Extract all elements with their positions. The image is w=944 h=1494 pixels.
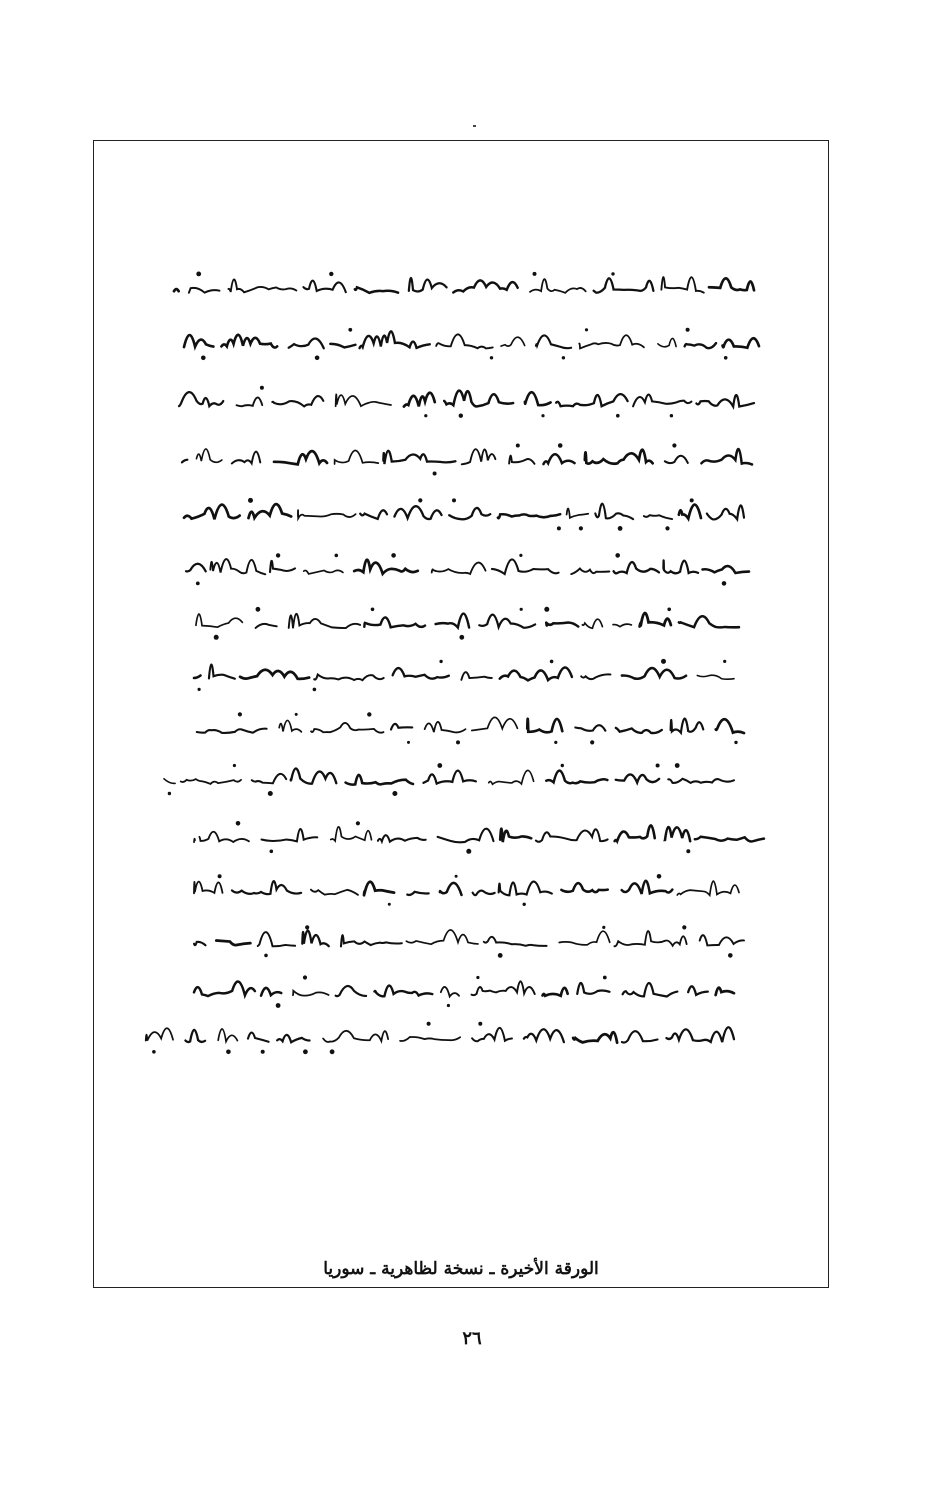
handwriting-stroke [472,1028,512,1041]
handwriting-stroke [210,559,265,574]
handwriting-dot [661,659,666,664]
handwriting-stroke [527,719,562,733]
handwriting-dot [226,1050,231,1055]
handwriting-dot [562,356,565,359]
handwriting-dot [686,849,690,853]
handwriting-stroke [671,719,704,733]
scan-speck [473,125,476,127]
handwriting-stroke [394,506,441,519]
handwriting-stroke [174,289,179,291]
handwriting-dot [665,526,669,530]
handwriting-stroke [661,277,703,293]
handwriting-stroke [179,392,223,406]
handwriting-dot [459,414,463,418]
handwriting-dot [728,953,733,958]
handwriting-stroke [556,394,627,406]
handwriting-stroke [194,942,206,945]
handwriting-stroke [614,931,686,946]
handwriting-dot [519,554,522,557]
handwriting-dot [276,553,280,557]
handwriting-dot [579,526,583,530]
handwriting-stroke [364,617,425,627]
handwriting-dot [478,1022,482,1026]
handwriting-stroke [492,559,559,574]
handwriting-dot [520,608,523,611]
handwriting-stroke [146,1028,173,1040]
handwriting-stroke [360,510,387,519]
handwriting-stroke [509,456,534,464]
handwriting-dot [218,874,222,878]
handwriting-dot [196,582,200,586]
handwriting-stroke [323,1031,388,1042]
handwriting-dot [590,740,594,744]
handwriting-stroke [252,774,286,783]
handwriting-stroke [441,987,459,997]
handwriting-stroke [196,449,221,462]
handwriting-stroke [261,829,317,841]
handwriting-stroke [582,619,602,628]
handwriting-stroke [453,280,517,292]
handwriting-stroke [261,988,281,996]
handwriting-stroke [221,335,277,348]
handwriting-stroke [182,460,187,463]
handwriting-dot [233,764,236,767]
handwriting-stroke [194,839,195,842]
handwriting-stroke [644,515,672,519]
handwriting-dot [611,272,614,275]
handwriting-dot [672,443,676,447]
handwriting-stroke [228,279,296,292]
handwriting-dot [466,849,471,854]
handwriting-stroke [400,1037,460,1041]
handwriting-stroke [302,931,328,947]
handwriting-stroke [279,720,301,731]
handwriting-stroke [561,883,607,892]
handwriting-stroke [701,449,752,464]
handwriting-stroke [331,827,372,841]
handwriting-stroke [543,454,574,464]
handwriting-stroke [472,717,518,730]
handwriting-dot [391,553,396,558]
handwriting-dot [433,472,437,476]
handwriting-stroke [311,723,383,733]
handwriting-stroke [665,456,688,463]
handwriting-dot [367,712,371,716]
handwriting-stroke [536,335,571,348]
handwriting-dot [447,1004,450,1007]
handwriting-dot [427,1022,431,1026]
handwriting-stroke [501,337,525,346]
handwriting-stroke [688,986,708,995]
handwriting-dot [201,356,206,361]
handwriting-stroke [209,665,235,679]
handwriting-stroke [354,560,418,574]
handwriting-stroke [289,614,360,628]
handwriting-stroke [703,566,749,573]
handwriting-stroke [218,1029,237,1042]
handwriting-stroke [472,981,535,995]
handwriting-stroke [274,451,327,464]
handwriting-dot [261,1050,265,1054]
handwriting-stroke [679,505,701,519]
handwriting-dot [516,444,520,448]
handwriting-stroke [697,675,734,679]
handwriting-stroke [479,615,535,628]
handwriting-stroke [304,570,343,574]
handwriting-stroke [614,562,659,573]
handwriting-stroke [216,941,250,946]
handwriting-dot [371,608,375,612]
handwriting-stroke [543,988,568,996]
handwriting-stroke [461,672,491,680]
handwriting-stroke [194,675,200,677]
handwriting-stroke [473,891,495,896]
handwriting-dot [656,764,660,768]
handwriting-dot [541,414,544,417]
handwriting-dot [557,526,561,530]
handwriting-stroke [314,675,383,681]
handwriting-dot [305,925,309,929]
handwriting-dot [618,526,623,531]
handwriting-stroke [189,288,220,293]
handwriting-dot [424,414,427,417]
handwriting-stroke [500,829,531,842]
handwriting-stroke [573,1032,617,1042]
handwriting-stroke [567,509,589,518]
handwriting-dot [476,976,479,979]
handwriting-stroke [240,670,309,679]
handwriting-stroke [199,832,249,842]
handwriting-stroke [616,728,662,733]
handwriting-stroke [303,281,345,293]
handwriting-dot [657,874,662,879]
handwriting-stroke [696,395,754,407]
handwriting-stroke [613,624,631,627]
handwriting-stroke [194,982,255,997]
handwriting-dot [585,328,588,331]
handwriting-stroke [615,825,655,841]
handwriting-stroke [525,392,551,405]
handwriting-dot [439,660,442,663]
handwriting-stroke [355,287,398,292]
handwriting-stroke [248,1033,269,1042]
handwriting-stroke [293,991,329,996]
handwriting-stroke [444,391,513,407]
handwriting-stroke [577,983,609,994]
handwriting-stroke [499,882,552,896]
handwriting-stroke [383,451,455,464]
handwriting-dot [270,850,274,854]
handwriting-stroke [489,770,534,784]
handwriting-stroke [707,505,744,519]
handwriting-stroke [277,1035,309,1042]
handwriting-dot [602,926,605,929]
handwriting-dot [603,976,607,980]
handwriting-stroke [335,450,379,464]
handwriting-stroke [330,344,355,348]
handwriting-stroke [232,452,260,464]
handwriting-stroke [186,564,206,572]
handwriting-dot [544,607,549,612]
handwriting-stroke [360,331,430,348]
handwriting-stroke [658,338,676,346]
handwriting-dot [682,925,686,929]
handwriting-stroke [633,395,691,407]
handwriting-stroke [336,394,391,406]
handwriting-stroke [484,937,547,946]
handwriting-stroke [378,835,426,842]
handwriting-stroke [258,932,295,946]
handwriting-stroke [185,1030,205,1042]
handwriting-stroke [546,771,607,784]
handwriting-stroke [346,775,413,785]
handwriting-stroke [462,449,496,464]
handwriting-stroke [594,278,654,292]
handwriting-stroke [440,883,462,895]
handwriting-dot [238,712,242,716]
handwriting-dot [236,821,241,826]
handwriting-dot [734,741,737,744]
handwriting-stroke [374,986,432,997]
handwriting-dot [723,660,726,663]
handwriting-stroke [622,668,686,679]
handwriting-dot [616,414,620,418]
handwriting-stroke [716,719,744,733]
manuscript-frame [93,140,829,1288]
handwriting-stroke [248,504,291,518]
handwriting-stroke [677,881,739,895]
handwriting-stroke [256,624,277,628]
handwriting-stroke [237,397,263,406]
handwriting-stroke [524,1029,564,1042]
handwriting-stroke [425,722,466,733]
handwriting-stroke [640,613,671,626]
handwriting-dot [452,498,456,502]
handwriting-dot [260,386,264,390]
handwriting-stroke [581,674,610,679]
handwriting-stroke [709,278,754,290]
figure-caption: الورقة الأخيرة ـ نسخة لظاهرية ـ سوريا [323,1259,599,1279]
handwriting-dot [248,498,253,503]
handwriting-dot [615,553,620,558]
handwriting-stroke [579,335,644,348]
handwriting-dot [303,975,307,979]
handwriting-stroke [571,569,609,575]
handwriting-dot [690,498,694,502]
handwriting-stroke [666,1027,734,1042]
handwriting-stroke [184,505,240,520]
handwriting-stroke [298,510,356,518]
handwriting-stroke [432,563,486,574]
handwriting-stroke [449,508,490,519]
handwriting-stroke [622,1031,657,1042]
handwriting-stroke [575,725,605,731]
handwriting-stroke [196,614,242,627]
handwriting-stroke [404,393,435,407]
handwriting-dot [550,660,554,664]
handwriting-stroke [409,278,447,291]
handwritten-manuscript-image [134,261,774,1061]
handwriting-stroke [311,890,358,895]
handwriting-stroke [622,881,673,894]
handwriting-dot [276,1003,281,1008]
handwriting-dot [196,272,201,277]
handwriting-dot [329,272,333,276]
handwriting-dot [459,635,464,640]
handwriting-dot [356,821,360,825]
handwriting-stroke [232,881,301,894]
handwriting-stroke [194,882,222,894]
handwriting-stroke [685,343,716,348]
handwriting-stroke [723,338,759,348]
handwriting-stroke [184,335,213,347]
handwriting-stroke [663,560,698,573]
handwriting-stroke [436,614,469,628]
handwriting-stroke [585,450,653,464]
handwriting-dot [490,356,493,359]
handwriting-dot [724,356,728,360]
handwriting-dot [523,903,526,906]
handwriting-stroke [393,668,449,679]
handwriting-stroke [559,931,610,945]
handwriting-dot [152,1050,156,1054]
handwriting-stroke [679,616,739,627]
handwriting-stroke [289,339,324,349]
handwriting-stroke [406,930,478,944]
handwriting-dot [498,953,503,958]
handwriting-dot [456,740,460,744]
handwriting-dot [330,1049,335,1054]
page-number: ٢٦ [462,1328,482,1349]
handwriting-dot [303,1049,308,1054]
handwriting-dot [256,607,261,612]
handwriting-stroke [498,514,560,518]
handwriting-dot [670,414,673,417]
handwriting-dot [558,443,563,448]
handwriting-dot [295,713,298,716]
handwriting-stroke [668,779,734,783]
handwriting-stroke [407,892,428,895]
handwriting-stroke [438,829,494,843]
handwriting-stroke [695,837,764,842]
handwriting-dot [455,875,458,878]
handwriting-stroke [436,334,493,348]
handwriting-dot [214,635,219,640]
handwriting-stroke [665,827,690,841]
handwriting-dot [335,554,339,558]
handwriting-dot [675,763,680,768]
handwriting-dot [348,328,352,332]
handwriting-dot [268,791,273,796]
handwriting-dot [168,792,171,795]
handwriting-dot [315,356,320,361]
handwriting-dot [198,688,201,691]
handwriting-stroke [546,623,578,627]
handwriting-dot [313,688,317,692]
handwriting-stroke [423,771,475,784]
handwriting-stroke [391,724,412,730]
handwriting-stroke [500,667,572,680]
handwriting-stroke [336,986,366,996]
handwriting-dot [722,581,727,586]
handwriting-dot [264,954,268,958]
handwriting-stroke [623,983,678,996]
handwriting-dot [667,608,671,612]
handwriting-stroke [595,504,633,519]
handwriting-stroke [270,561,295,572]
handwriting-dot [407,741,410,744]
handwriting-dot [554,741,557,744]
handwriting-stroke [536,829,608,842]
handwriting-stroke [530,279,586,293]
handwriting-dot [686,328,690,332]
handwriting-dot [418,498,422,502]
handwriting-dot [388,903,391,906]
handwriting-stroke [341,935,402,946]
handwriting-stroke [291,768,337,783]
handwriting-stroke [716,988,734,995]
handwriting-stroke [700,935,744,945]
handwriting-dot [437,763,442,768]
handwriting-stroke [164,779,175,784]
handwriting-stroke [181,779,241,784]
handwriting-dot [533,272,537,276]
handwriting-dot [392,791,397,796]
handwriting-dot [561,764,564,767]
handwriting-stroke [364,882,394,895]
handwriting-stroke [197,729,267,733]
handwriting-stroke [272,396,323,406]
handwriting-stroke [616,774,659,782]
